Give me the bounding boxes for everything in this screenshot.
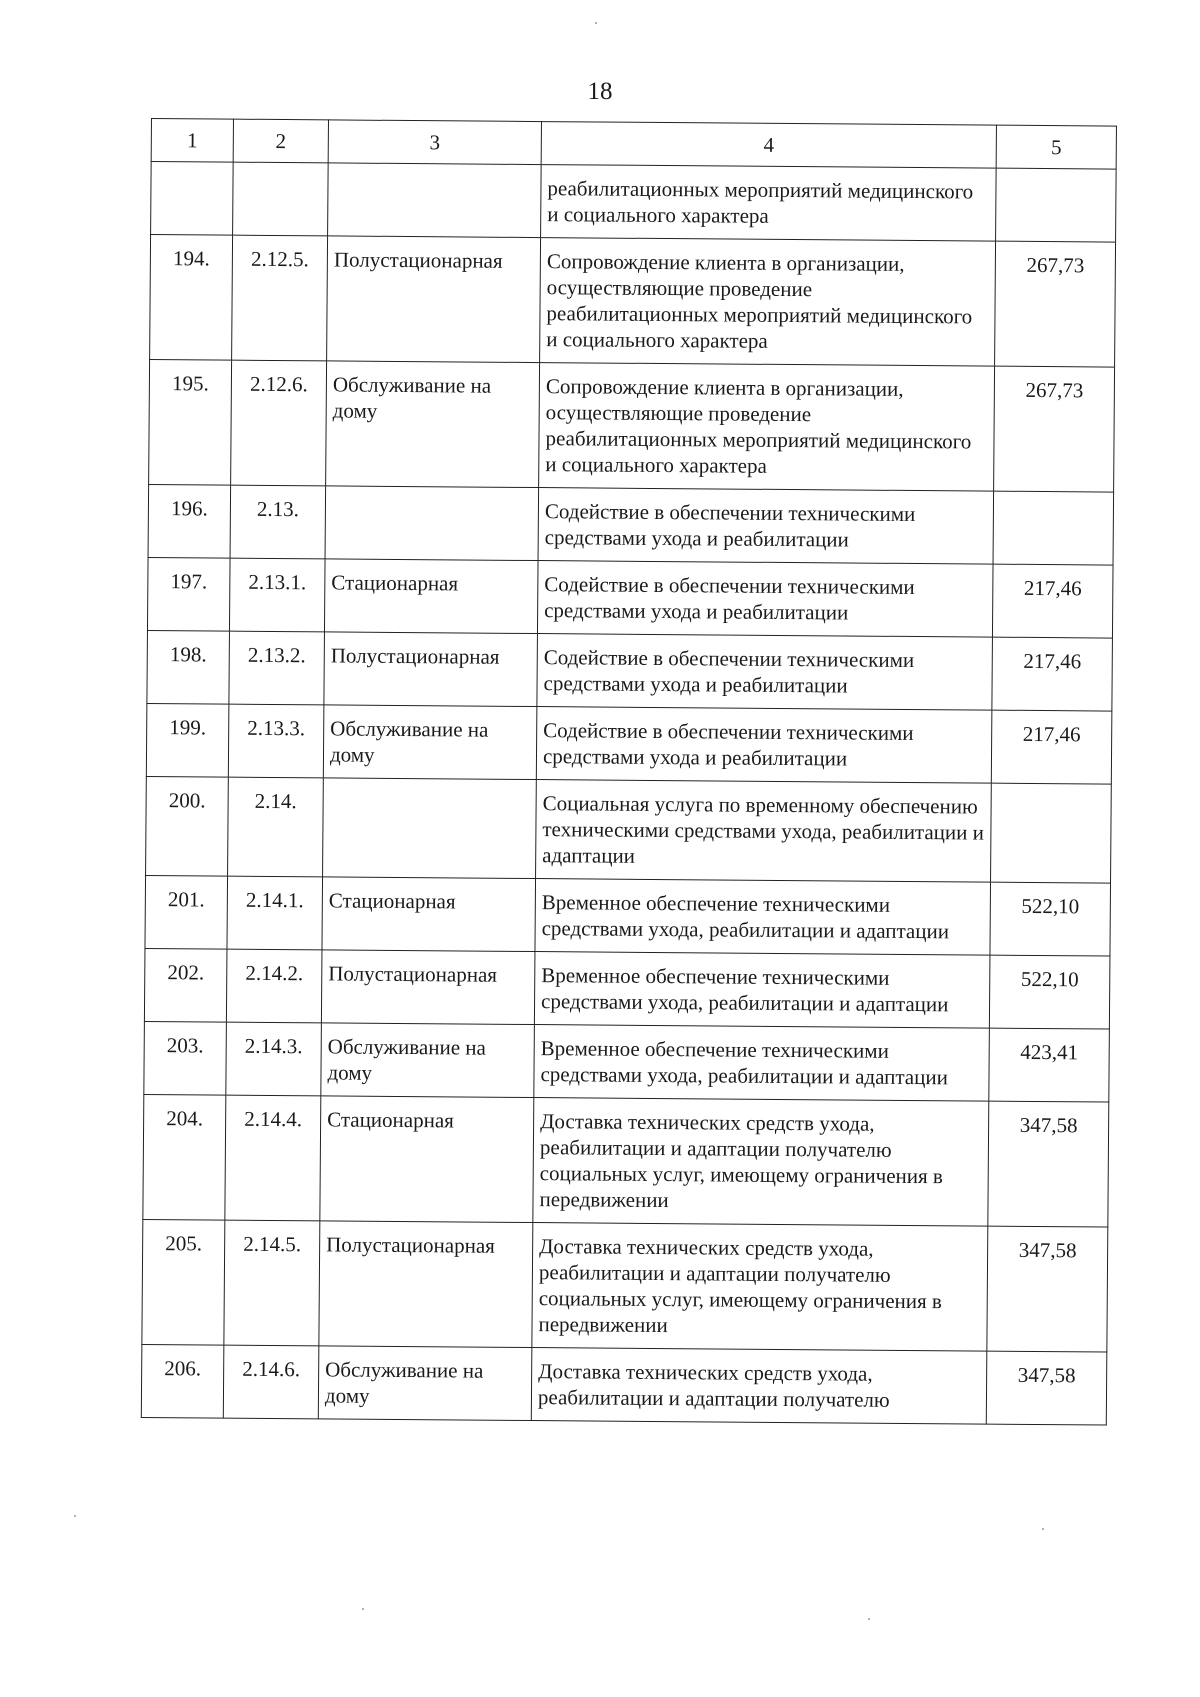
cell-price: 267,73 [995, 241, 1116, 367]
cell-form: Обслуживание на дому [323, 705, 537, 780]
column-header-number: 1 [151, 119, 233, 163]
cell-price: 347,58 [987, 1226, 1108, 1352]
cell-price: 522,10 [990, 882, 1111, 956]
cell-number [151, 162, 234, 236]
cell-service: Содействие в обеспечении техническими средствами ухода и реабилитации [537, 634, 993, 711]
table-row [141, 1344, 1107, 1425]
table-row [149, 359, 1115, 492]
table-row [147, 557, 1113, 638]
cell-form: Полустационарная [327, 236, 541, 363]
cell-number: 202. [144, 948, 227, 1022]
cell-code: 2.14. [228, 777, 324, 877]
table-row [144, 1021, 1110, 1102]
cell-form: Стационарная [322, 877, 536, 952]
cell-service: Доставка технических средств ухода, реабилитации и адаптации получателю социальных услуг, имеющему ограничения в передвижении [532, 1223, 988, 1352]
cell-number: 206. [141, 1344, 224, 1418]
column-header-service: 4 [541, 122, 996, 169]
cell-code: 2.13.3. [228, 704, 324, 778]
cell-service: Сопровождение клиента в организации, осуществляющие проведение реабилитационных мероприятий медицинского и социального характера [539, 363, 995, 492]
cell-form: Обслуживание на дому [326, 361, 540, 488]
table-row [144, 948, 1110, 1029]
cell-form: Стационарная [320, 1096, 534, 1223]
cell-price: 217,46 [992, 637, 1113, 711]
table-row [146, 776, 1112, 883]
cell-price [991, 783, 1112, 883]
cell-price [996, 168, 1117, 242]
cell-code: 2.14.6. [223, 1345, 319, 1419]
cell-form: Обслуживание на дому [318, 1346, 532, 1421]
column-header-price: 5 [996, 125, 1116, 169]
table-row [146, 703, 1112, 784]
cell-service: Временное обеспечение техническими средствами ухода, реабилитации и адаптации [535, 879, 991, 956]
column-header-code: 2 [233, 119, 328, 163]
tariff-table [141, 118, 1117, 1426]
cell-service: Содействие в обеспечении техническими средствами ухода и реабилитации [537, 561, 993, 638]
cell-price: 522,10 [989, 955, 1110, 1029]
cell-code: 2.13.1. [229, 558, 325, 632]
cell-number: 203. [144, 1021, 227, 1095]
cell-service: Социальная услуга по временному обеспечению техническими средствами ухода, реабилитации и адаптации [536, 780, 992, 883]
scan-speck [362, 1608, 364, 1610]
cell-number: 195. [149, 359, 232, 485]
scan-speck [595, 22, 597, 24]
cell-code: 2.12.6. [231, 360, 327, 486]
cell-number: 205. [142, 1219, 225, 1345]
cell-price: 267,73 [994, 366, 1115, 492]
cell-code: 2.13.2. [229, 631, 325, 705]
cell-service: Доставка технических средств ухода, реабилитации и адаптации получателю [531, 1348, 987, 1425]
header-row [151, 119, 1116, 170]
cell-number: 200. [146, 776, 229, 876]
cell-form: Полустационарная [324, 632, 538, 707]
cell-number: 198. [147, 630, 230, 704]
cell-form [323, 778, 537, 879]
cell-price: 217,46 [992, 564, 1113, 638]
cell-service: Сопровождение клиента в организации, осуществляющие проведение реабилитационных мероприятий медицинского и социального характера [540, 238, 996, 367]
table-row [143, 1094, 1109, 1227]
cell-form: Полустационарная [319, 1221, 533, 1348]
table-row [148, 484, 1114, 565]
cell-code [233, 162, 329, 236]
cell-code: 2.14.1. [227, 876, 323, 950]
cell-service: Временное обеспечение техническими средствами ухода, реабилитации и адаптации [534, 1025, 990, 1102]
cell-form [325, 486, 539, 561]
page-number: 18 [587, 78, 613, 105]
cell-price: 217,46 [991, 710, 1112, 784]
cell-number: 197. [147, 557, 230, 631]
cell-code: 2.14.5. [224, 1220, 320, 1346]
cell-code: 2.14.2. [226, 949, 322, 1023]
table-row [151, 162, 1117, 243]
table-body [141, 162, 1116, 1426]
cell-service: Содействие в обеспечении техническими средствами ухода и реабилитации [536, 707, 992, 784]
cell-service: Содействие в обеспечении техническими средствами ухода и реабилитации [538, 488, 994, 565]
cell-number: 194. [150, 235, 233, 361]
cell-service: Доставка технических средств ухода, реабилитации и адаптации получателю социальных услуг, имеющему ограничения в передвижении [533, 1098, 989, 1227]
table-header [151, 119, 1116, 170]
scan-speck [1042, 1528, 1044, 1530]
cell-number: 201. [145, 875, 228, 949]
cell-code: 2.12.5. [232, 235, 328, 361]
cell-form: Обслуживание на дому [321, 1023, 535, 1098]
cell-number: 196. [148, 484, 231, 558]
table-row [145, 875, 1111, 956]
scan-speck [868, 1618, 870, 1620]
table-row [147, 630, 1113, 711]
cell-service: реабилитационных мероприятий медицинского и социального характера [541, 165, 997, 242]
cell-code: 2.13. [230, 485, 326, 559]
cell-price: 347,58 [988, 1101, 1109, 1227]
cell-service: Временное обеспечение техническими средствами ухода, реабилитации и адаптации [534, 952, 990, 1029]
cell-code: 2.14.4. [225, 1095, 321, 1221]
cell-form: Стационарная [324, 559, 538, 634]
cell-number: 204. [143, 1094, 226, 1220]
column-header-form: 3 [328, 120, 541, 165]
table-row [150, 235, 1116, 368]
cell-price: 347,58 [986, 1351, 1107, 1425]
cell-price: 423,41 [989, 1028, 1110, 1102]
cell-form [328, 163, 542, 238]
scan-speck [74, 1515, 76, 1517]
table-row [142, 1219, 1108, 1352]
cell-price [993, 491, 1114, 565]
cell-code: 2.14.3. [226, 1022, 322, 1096]
cell-number: 199. [146, 703, 229, 777]
cell-form: Полустационарная [321, 950, 535, 1025]
